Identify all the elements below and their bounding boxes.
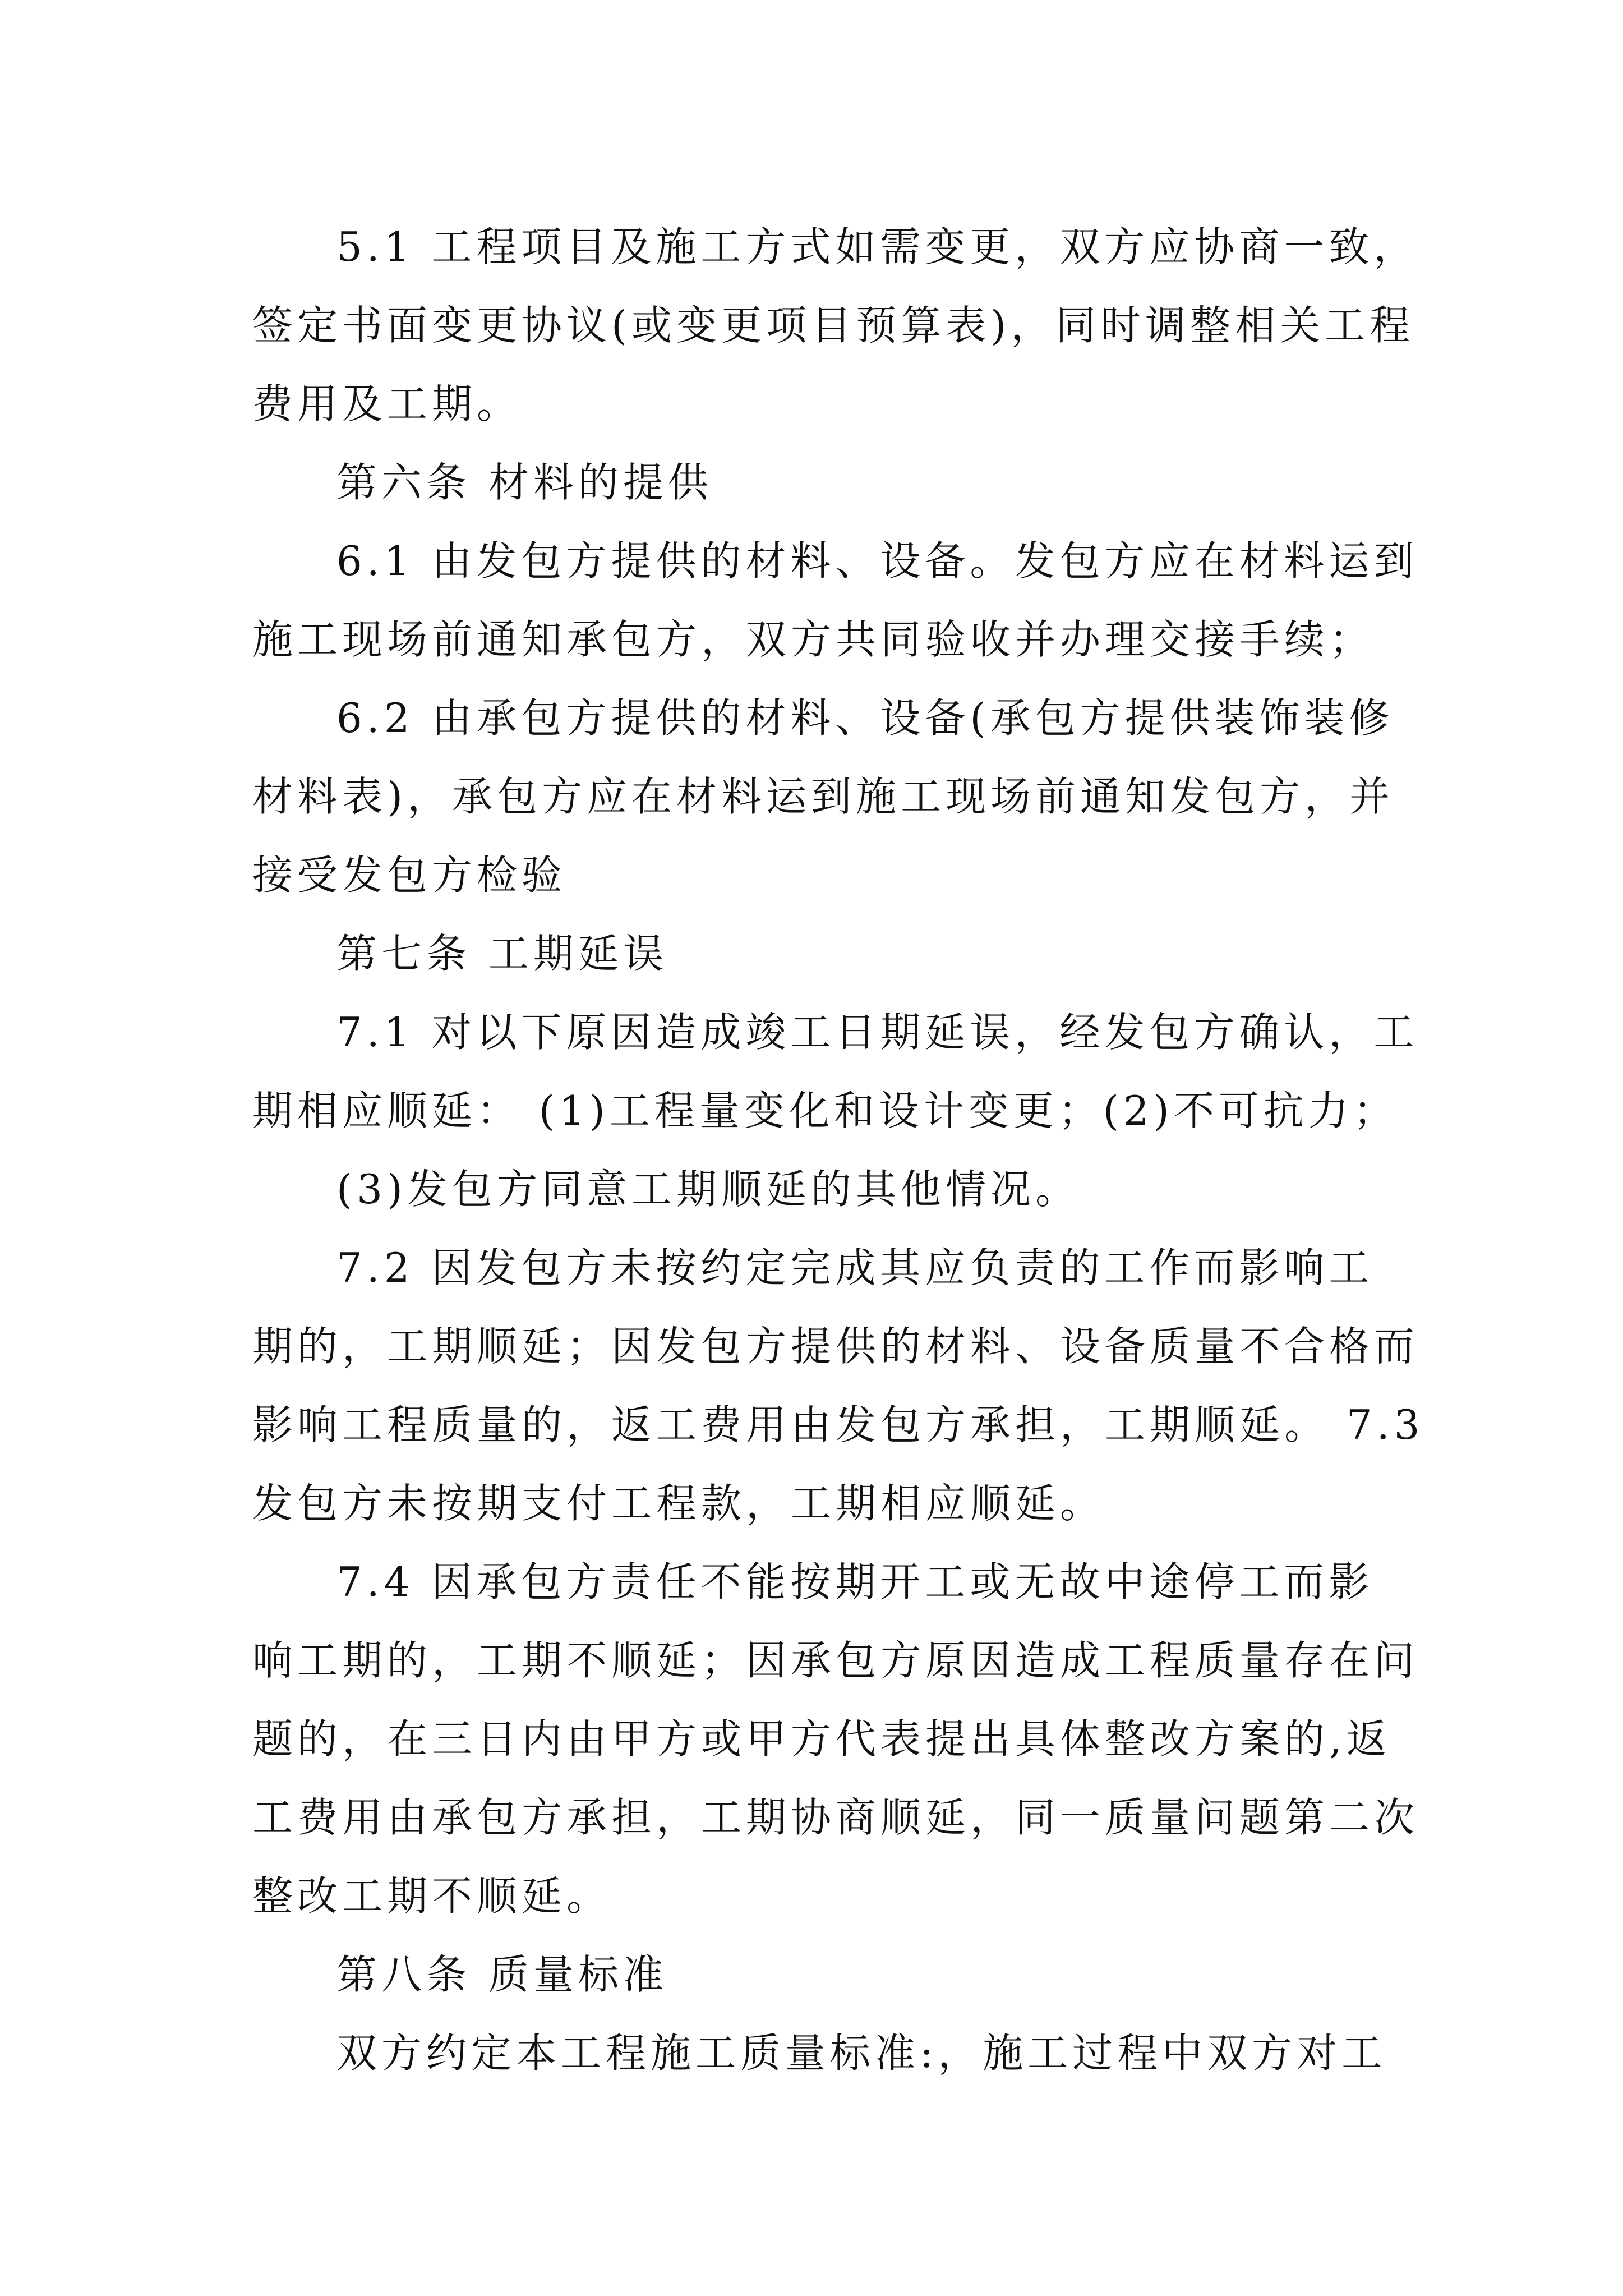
clause-5-1-line-3: 费用及工期。 [252,380,522,427]
clause-7-2-line-2: 期的，工期顺延；因发包方提供的材料、设备质量不合格而 [252,1323,1419,1370]
clause-7-2-line-1: 7.2 因发包方未按约定完成其应负责的工作而影响工 [336,1244,1374,1291]
article-6-heading: 第六条 材料的提供 [336,459,713,506]
clause-5-1-line-1: 5.1 工程项目及施工方式如需变更，双方应协商一致， [336,223,1419,270]
clause-6-1-line-1: 6.1 由发包方提供的材料、设备。发包方应在材料运到 [336,537,1419,585]
clause-7-1-line-1: 7.1 对以下原因造成竣工日期延误，经发包方确认，工 [336,1009,1419,1056]
clause-7-3-line: 发包方未按期支付工程款，工期相应顺延。 [252,1480,1105,1527]
clause-6-2-line-1: 6.2 由承包方提供的材料、设备(承包方提供装饰装修 [336,694,1394,742]
clause-5-1-line-2: 签定书面变更协议(或变更项目预算表)，同时调整相关工程 [252,302,1415,349]
clause-6-2-line-2: 材料表)，承包方应在材料运到施工现场前通知发包方，并 [252,773,1395,820]
clause-7-4-line-3: 题的，在三日内由甲方或甲方代表提出具体整改方案的,返 [252,1715,1391,1763]
clause-7-2-line-3: 影响工程质量的，返工费用由发包方承担，工期顺延。 7.3 [252,1401,1424,1448]
clause-7-4-line-1: 7.4 因承包方责任不能按期开工或无故中途停工而影 [336,1558,1374,1605]
article-7-heading: 第七条 工期延误 [336,930,668,977]
clause-7-4-line-4: 工费用由承包方承担，工期协商顺延，同一质量问题第二次 [252,1794,1419,1841]
clause-7-4-line-5: 整改工期不顺延。 [252,1872,612,1920]
clause-6-1-line-2: 施工现场前通知承包方，双方共同验收并办理交接手续； [252,616,1375,663]
clause-7-4-line-2: 响工期的，工期不顺延；因承包方原因造成工程质量存在问 [252,1637,1419,1684]
clause-6-2-line-3: 接受发包方检验 [252,852,567,899]
article-8-heading: 第八条 质量标准 [336,1951,668,1998]
clause-7-1-line-3: (3)发包方同意工期顺延的其他情况。 [336,1166,1080,1213]
article-8-line-1: 双方约定本工程施工质量标准:，施工过程中双方对工 [336,2030,1387,2077]
clause-7-1-line-2: 期相应顺延： (1)工程量变化和设计变更；(2)不可抗力； [252,1087,1398,1134]
